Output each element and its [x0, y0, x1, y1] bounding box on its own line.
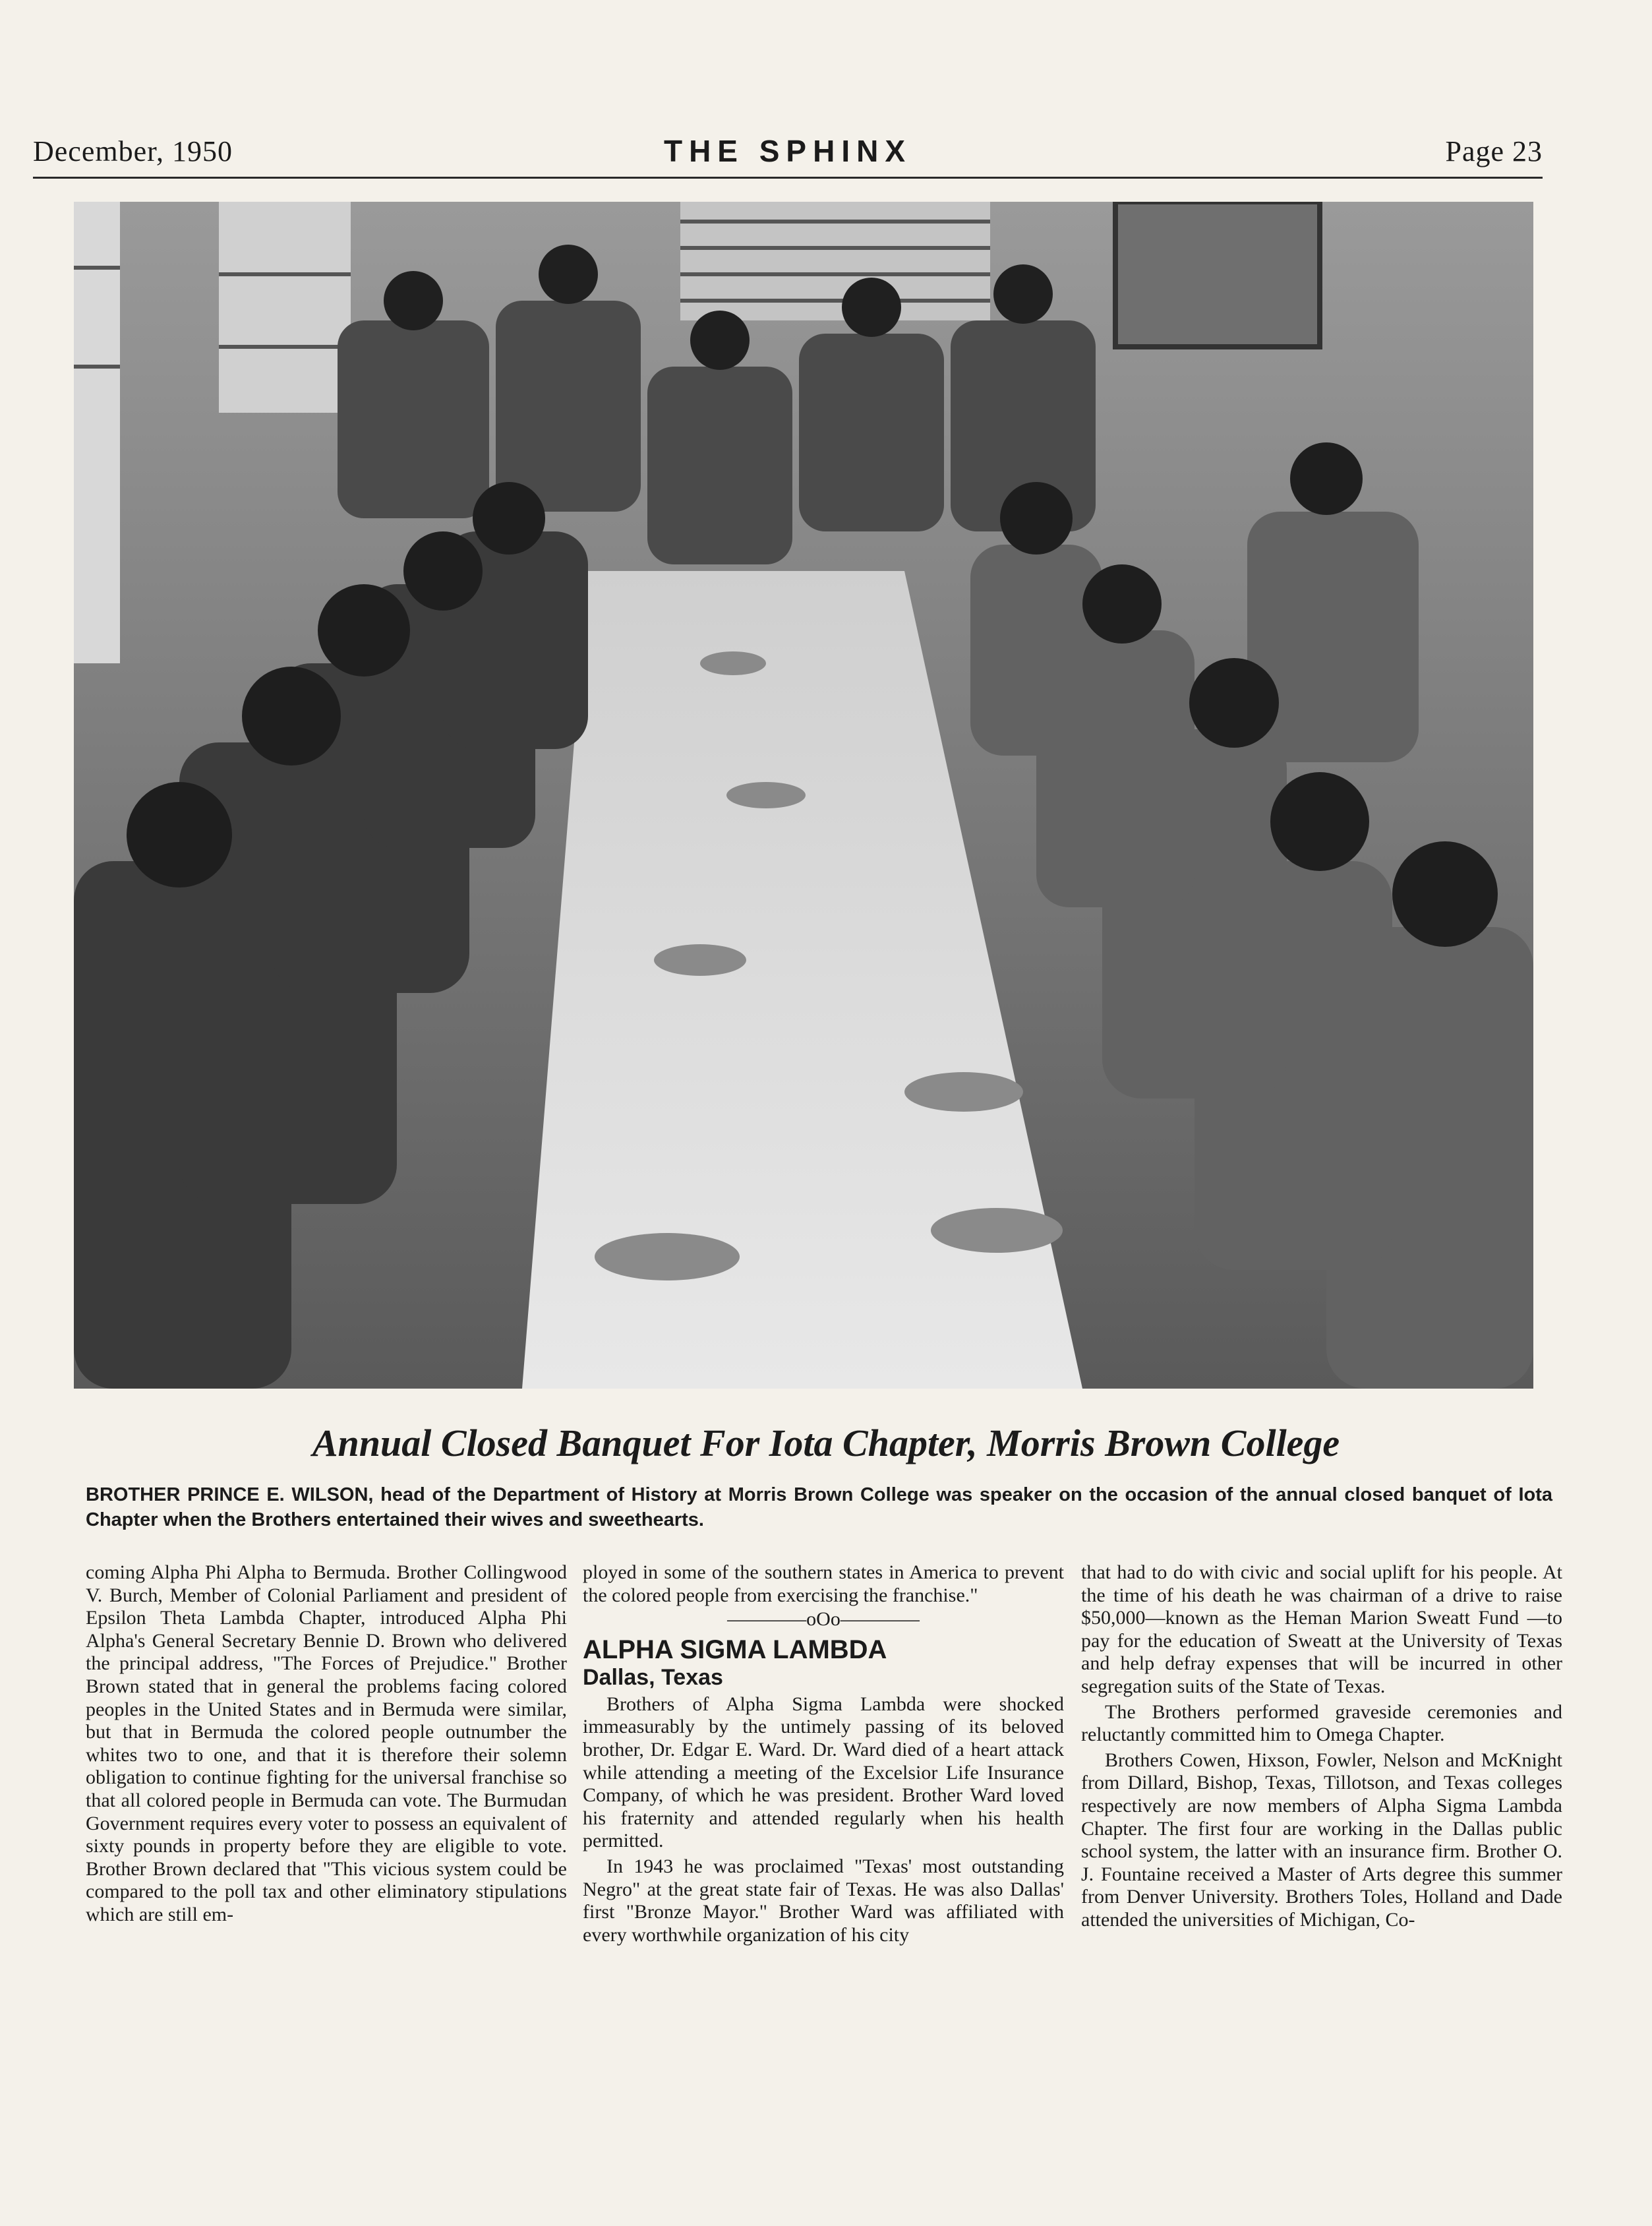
page-number: Page 23 [1445, 135, 1543, 167]
section-subheading: Dallas, Texas [583, 1664, 723, 1690]
paragraph: The Brothers performed graveside ceremonies and reluctantly committed him to Omega Chapter. [1081, 1700, 1562, 1746]
section-separator: ————oOo———— [727, 1608, 920, 1631]
photo-caption-title: Annual Closed Banquet For Iota Chapter, Morris Brown College [312, 1422, 1340, 1464]
paragraph: Brothers Cowen, Hixson, Fowler, Nelson and McKnight from Dillard, Bishop, Texas, Tillotson, and Texas colleges respectively are now members of Alpha Sigma Lambda Chapter. The first four are working in the Dallas public school system, the latter with an insurance firm. Brother O. J. Fountaine received a Master of Arts degree this summer from Denver University. Brothers Toles, Holland and Dade attended the universities of Michigan, Co- [1081, 1749, 1562, 1931]
paragraph: In 1943 he was proclaimed "Texas' most outstanding Negro" at the great state fair of Texas. He was also Dallas' first "Bronze Mayor." Brother Ward was affiliated with every worthwhile organization of his city [583, 1855, 1064, 1946]
paragraph: coming Alpha Phi Alpha to Bermuda. Brother Collingwood V. Burch, Member of Colonial Parliament and president of Epsilon Theta Lambda Chapter, introduced Alpha Phi Alpha's General Secretary Bennie D. Brown who delivered the principal address, "The Forces of Prejudice." Brother Brown stated that in general the problems facing colored peoples in the United States and in Bermuda were similar, but that in Bermuda the colored people outnumber the whites two to one, and that it is therefore their solemn obligation to continue fighting for the universal franchise so that all colored people in Bermuda can vote. The Burmudan Government requires every voter to possess an equivalent of sixty pounds in property before they are eligible to vote. Brother Brown declared that "This vicious system could be compared to the poll tax and other eliminatory stipulations which are still em- [86, 1561, 567, 1925]
paragraph: Brothers of Alpha Sigma Lambda were shocked immeasurably by the untimely passing of its beloved brother, Dr. Edgar E. Ward. Dr. Ward died of a heart attack while attending a meeting of the Excelsior Life Insurance Company, of which he was president. Brother Ward loved his fraternity and attended regularly when his health permitted. [583, 1693, 1064, 1852]
article-column-3 [1081, 1561, 1562, 1932]
section-heading: ALPHA SIGMA LAMBDA [583, 1635, 887, 1664]
paragraph: ployed in some of the southern states in America to prevent the colored people from exercising the franchise." [583, 1561, 1064, 1606]
magazine-title: THE SPHINX [663, 134, 912, 168]
issue-date: December, 1950 [33, 135, 233, 167]
page-header [33, 129, 1543, 179]
article-column-1 [86, 1561, 567, 1927]
photo-caption-body: BROTHER PRINCE E. WILSON, head of the Department of History at Morris Brown College was speaker on the occasion of the annual closed banquet of Iota Chapter when the Brothers entertained their wives and sweethearts. [86, 1484, 1552, 1530]
paragraph: that had to do with civic and social uplift for his people. At the time of his death he was chairman of a drive to raise $50,000—known as the Heman Marion Sweatt Fund —to pay for the education of Sweatt at the University of Texas and help defray expenses that will be incurred in other segregation suits of the State of Texas. [1081, 1561, 1562, 1697]
article-column-2 [583, 1561, 1064, 1946]
banquet-photo [74, 202, 1533, 1389]
banquet-photo-illustration [74, 202, 1533, 1389]
